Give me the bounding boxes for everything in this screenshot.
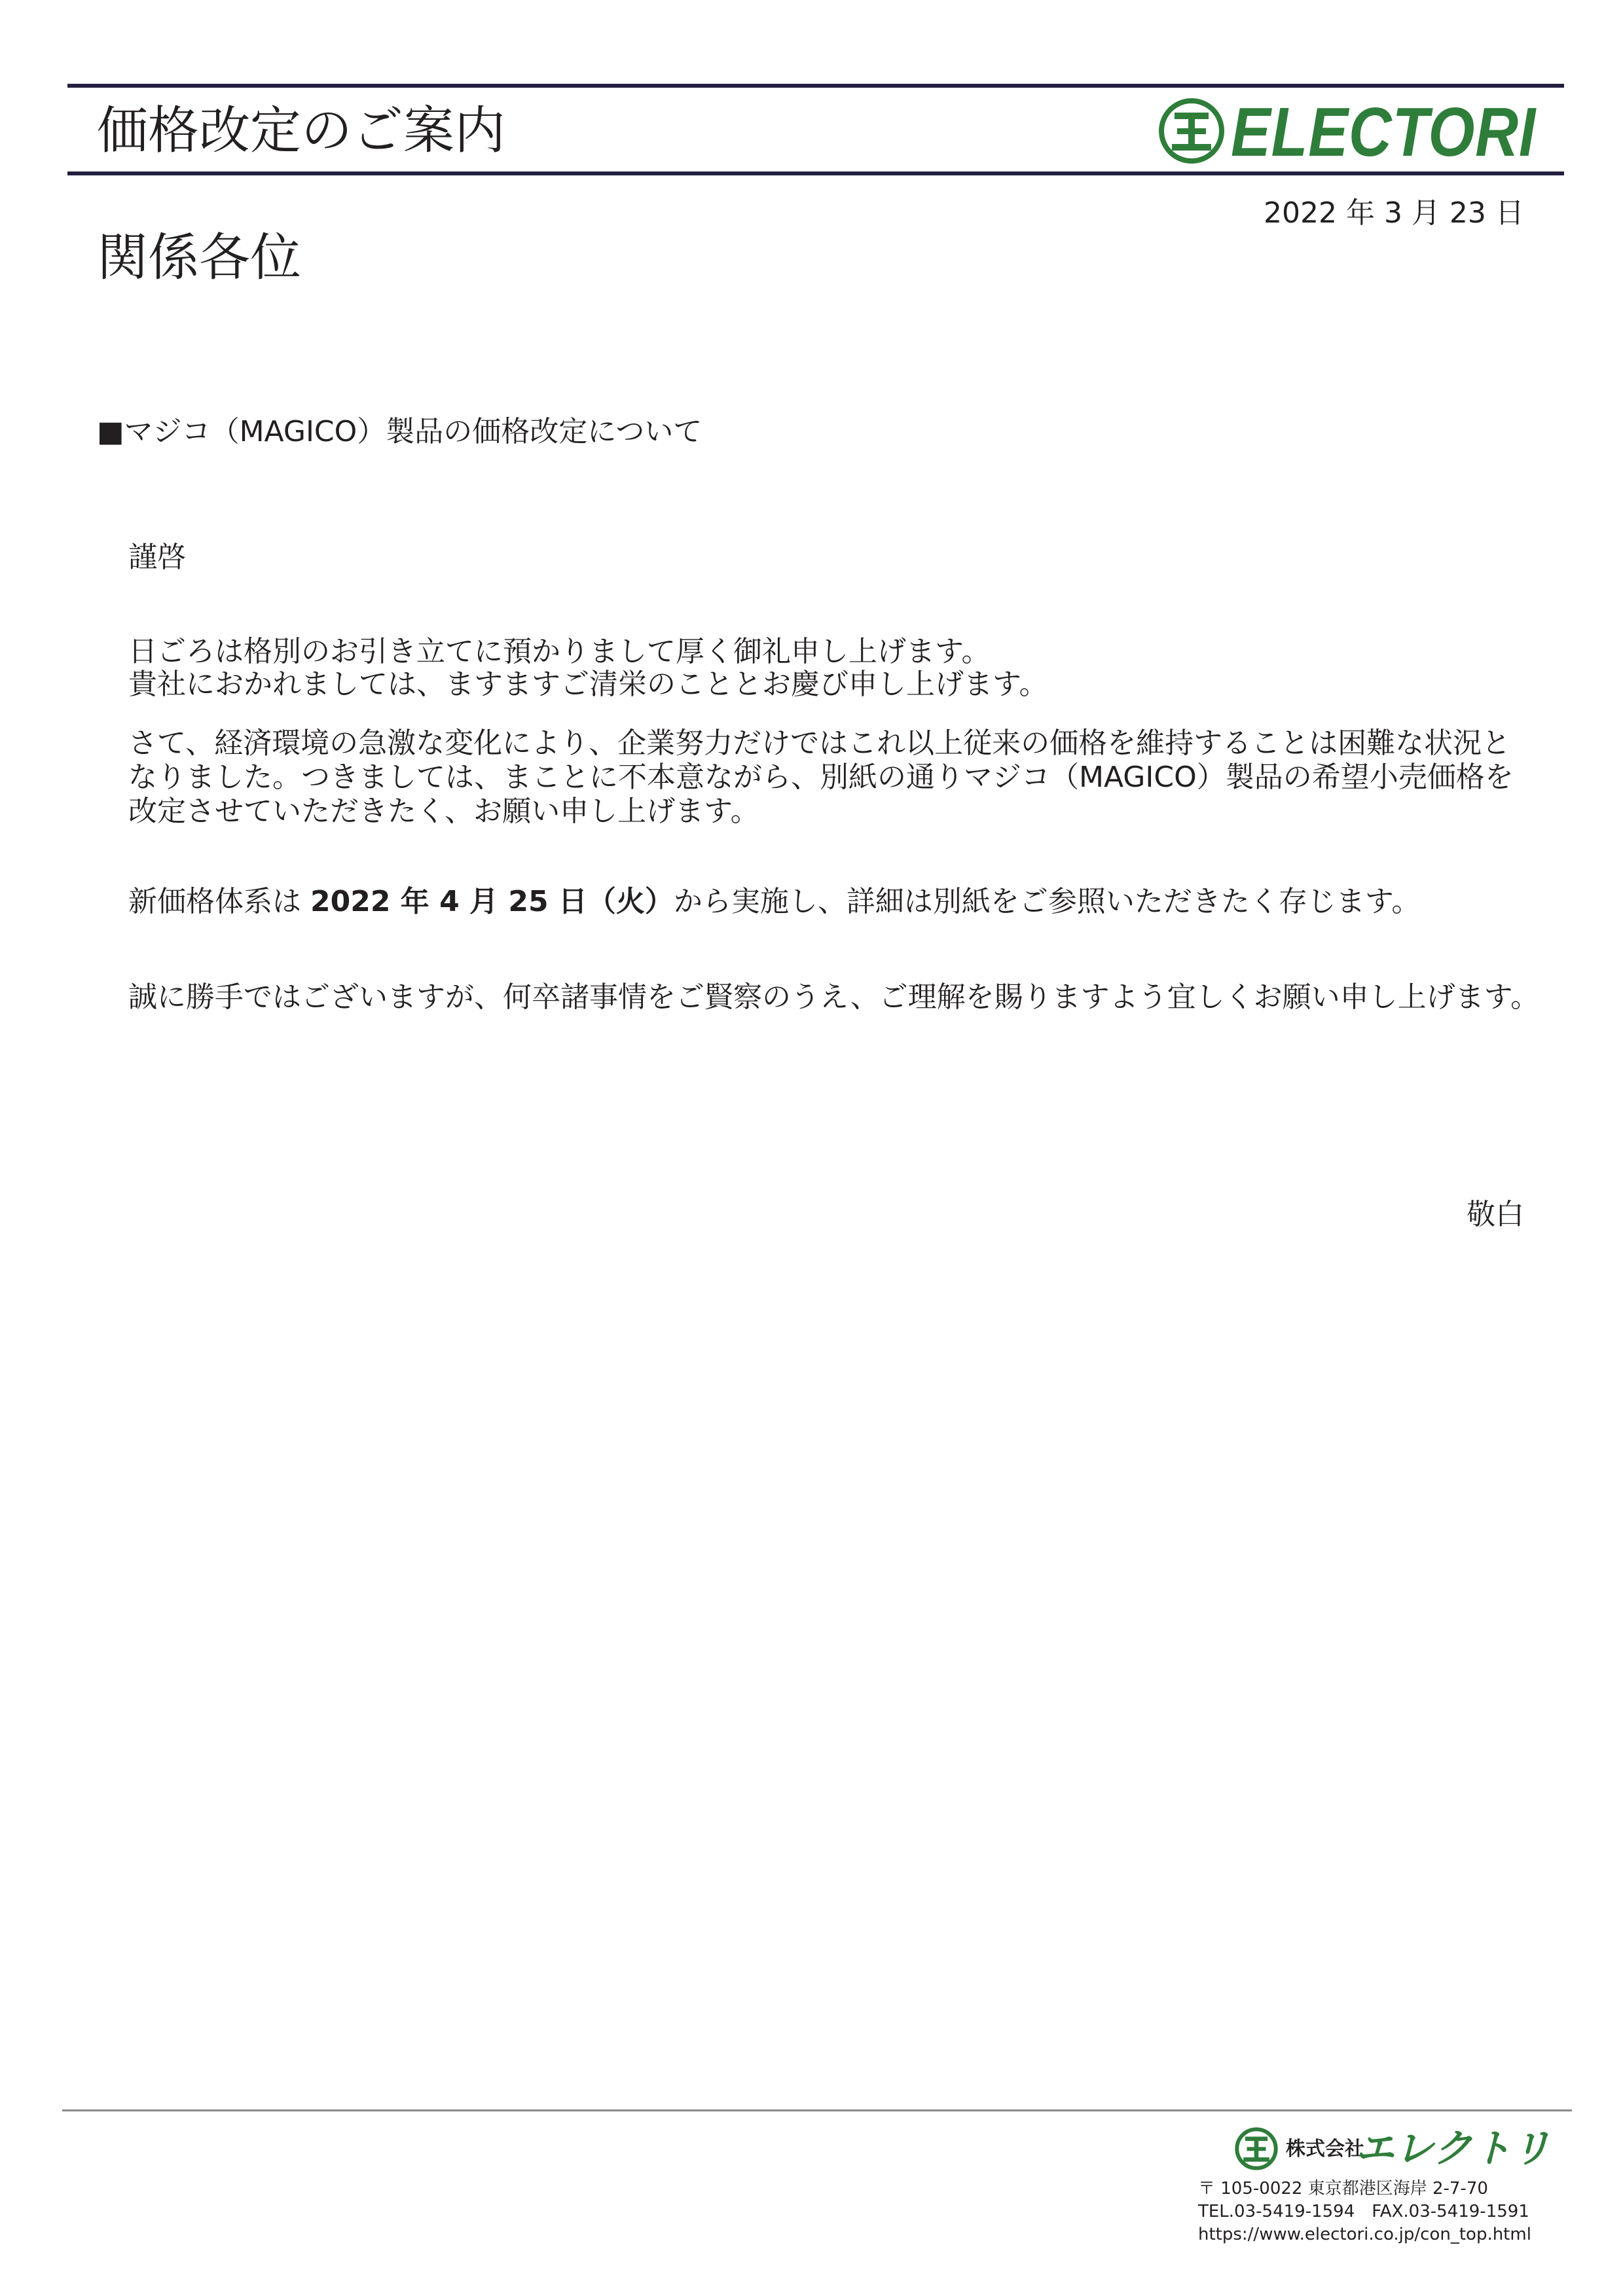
- paragraph-3-lead: 新価格体系は: [128, 885, 310, 918]
- paragraph-4: 誠に勝手ではございますが、何卒諸事情をご賢察のうえ、ご理解を賜りますよう宜しくお願い申し上げます。: [128, 980, 1540, 1014]
- footer-address: 〒 105-0022 東京都港区海岸 2-7-70: [1198, 2179, 1488, 2198]
- electori-logo-mark-icon: [1159, 98, 1224, 164]
- letter-subject: ■マジコ（MAGICO）製品の価格改定について: [97, 415, 702, 448]
- paragraph-2-line-2: なりました。つきましては、まことに不本意ながら、別紙の通りマジコ（MAGICO）製品の希望小売価格を: [128, 761, 1514, 794]
- footer-rule: [62, 2109, 1572, 2111]
- footer-phone-fax: TEL.03-5419-1594 FAX.03-5419-1591: [1198, 2202, 1529, 2221]
- footer-url[interactable]: https://www.electori.co.jp/con_top.html: [1198, 2225, 1531, 2244]
- footer-corp-type: 株式会社: [1286, 2138, 1364, 2161]
- page-title: 価格改定のご案内: [97, 101, 506, 160]
- paragraph-2-line-1: さて、経済環境の急激な変化により、企業努力だけではこれ以上従来の価格を維持することは困難な状況と: [128, 726, 1511, 760]
- header-top-rule: [67, 84, 1564, 88]
- salutation: 謹啓: [128, 541, 186, 574]
- addressee: 関係各位: [97, 228, 302, 287]
- closing: 敬白: [1467, 1198, 1524, 1231]
- footer-company-logo: [1235, 2126, 1551, 2174]
- paragraph-1-line-1: 日ごろは格別のお引き立てに預かりまして厚く御礼申し上げます。: [128, 635, 991, 668]
- electori-footer-mark-icon: [1235, 2127, 1278, 2170]
- paragraph-3: [128, 882, 1420, 922]
- electori-logo: [1159, 96, 1545, 169]
- letter-date: 2022 年 3 月 23 日: [1264, 196, 1524, 230]
- paragraph-3-rest: から実施し、詳細は別紙をご参照いただきたく存じます。: [673, 885, 1421, 918]
- effective-date: 2022 年 4 月 25 日（火）: [310, 885, 674, 918]
- paragraph-1-line-2: 貴社におかれましては、ますますご清栄のこととお慶び申し上げます。: [128, 668, 1048, 701]
- electori-wordmark: ELECTORI: [1231, 94, 1537, 171]
- footer-corp-name: エレクトリ: [1355, 2126, 1551, 2172]
- paragraph-2-line-3: 改定させていただきたく、お願い申し上げます。: [128, 795, 759, 828]
- header-bottom-rule: [67, 171, 1564, 175]
